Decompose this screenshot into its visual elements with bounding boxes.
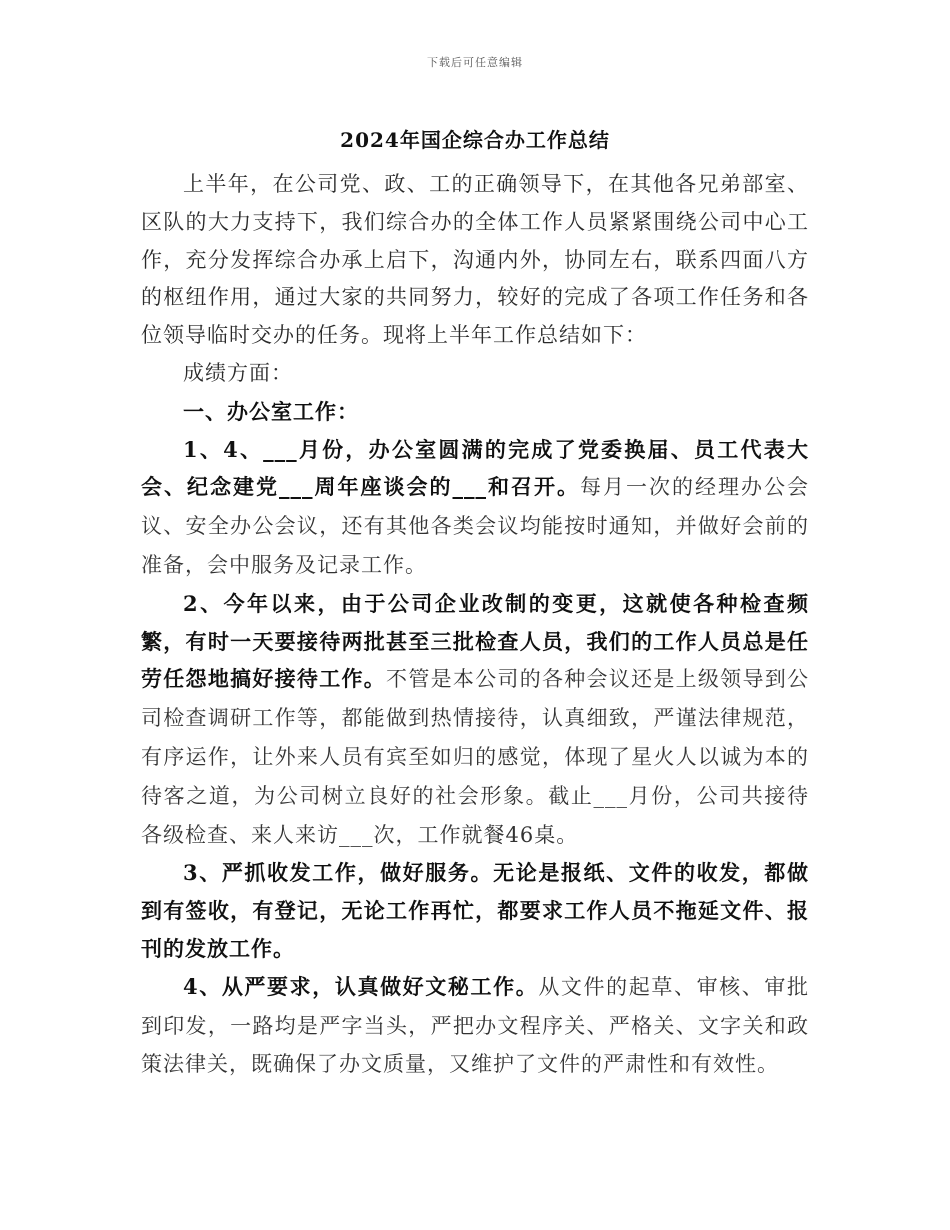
header-note: 下载后可任意编辑 bbox=[427, 56, 523, 69]
item-2-text: 不管是本公司的各种会议还是上级领导到公司检查调研工作等，都能做到热情接待，认真细致，严谨法律规范，有序运作，让外来人员有宾至如归的感觉，体现了星火人以诚为本的待客之道，为公司树立良好的社会形象。截止___月份，公司共接待各级检查、来人来访___次，工作就餐46桌。 bbox=[141, 667, 810, 847]
item-2-paragraph bbox=[141, 585, 809, 855]
item-1-bold-text: 1、4、___月份，办公室圆满的完成了党委换届、员工代表大会、纪念建党___周年座谈会的___和召开。 bbox=[141, 436, 809, 500]
item-4-bold-text: 4、从严要求，认真做好文秘工作。 bbox=[183, 973, 539, 999]
item-3-paragraph: 3、严抓收发工作，做好服务。无论是报纸、文件的收发，都做到有签收，有登记，无论工作再忙，都要求工作人员不拖延文件、报刊的发放工作。 bbox=[141, 860, 809, 961]
section-1-heading: 一、办公室工作： bbox=[183, 398, 359, 424]
document-title: 2024年国企综合办工作总结 bbox=[340, 128, 610, 152]
intro-paragraph: 上半年，在公司党、政、工的正确领导下，在其他各兄弟部室、区队的大力支持下，我们综合办的全体工作人员紧紧围绕公司中心工作，充分发挥综合办承上启下，沟通内外，协同左右，联系四面八方的枢纽作用，通过大家的共同努力，较好的完成了各项工作任务和各位领导临时交办的任务。现将上半年工作总结如下： bbox=[141, 172, 809, 348]
item-1-text: 每月一次的经理办公会议、安全办公会议，还有其他各类会议均能按时通知，并做好会前的准备，会中服务及记录工作。 bbox=[141, 475, 809, 577]
item-1-paragraph bbox=[141, 431, 809, 585]
achievements-heading: 成绩方面： bbox=[183, 360, 293, 385]
item-4-paragraph bbox=[141, 968, 809, 1084]
item-2-bold-text: 2、今年以来，由于公司企业改制的变更，这就使各种检查频繁，有时一天要接待两批甚至三批检查人员，我们的工作人员总是任劳任怨地搞好接待工作。 bbox=[141, 590, 809, 692]
item-4-text: 从文件的起草、审核、审批到印发，一路均是严字当头，严把办文程序关、严格关、文字关和政策法律关，既确保了办文质量，又维护了文件的严肃性和有效性。 bbox=[141, 974, 809, 1077]
document-body bbox=[141, 166, 809, 1084]
